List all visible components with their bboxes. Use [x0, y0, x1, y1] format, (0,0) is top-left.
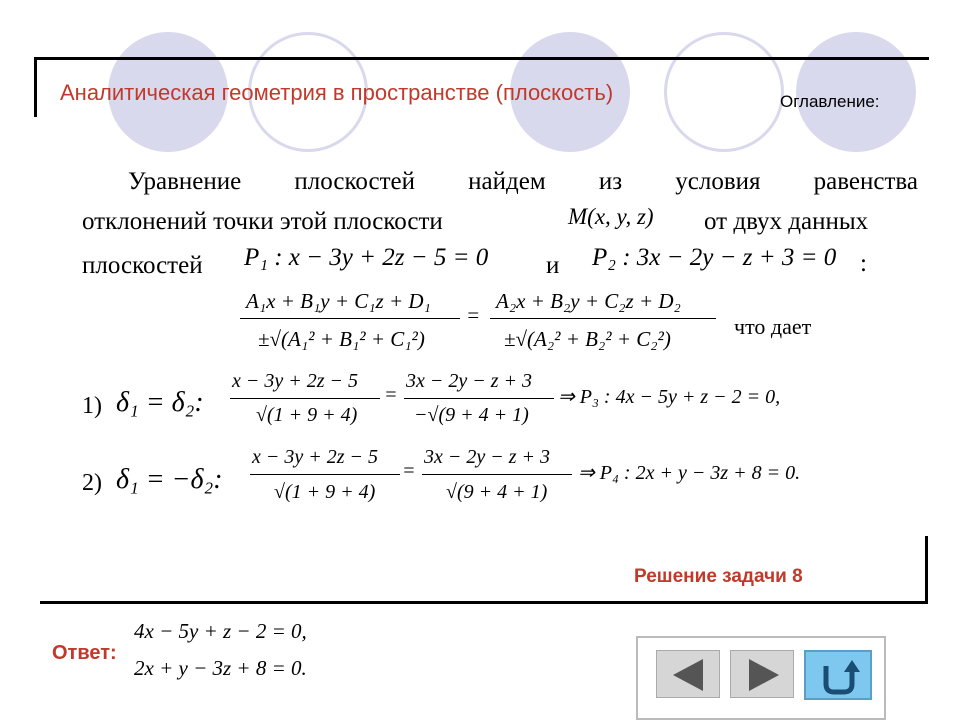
paragraph-line-2-start: отклонений точки этой плоскости	[82, 208, 443, 235]
case-2-left-numerator: x − 3y + 2z − 5	[252, 446, 379, 468]
paragraph-line-2-end: от двух данных	[704, 208, 869, 235]
point-m: M(x, y, z)	[568, 204, 654, 229]
paragraph-line-1: Уравнение плоскостей найдем из условия равенства	[128, 168, 918, 195]
case-1-left-denominator: √(1 + 9 + 4)	[256, 404, 358, 426]
general-left-numerator: A₁x + B₁y + C₁z + D₁	[246, 289, 431, 313]
right-frame-line	[925, 536, 928, 604]
case-1-label: 1)	[82, 393, 102, 419]
paragraph-line-3-start: плоскостей	[82, 252, 203, 279]
prev-button[interactable]	[656, 650, 720, 698]
general-right-fraction-bar	[490, 318, 716, 319]
return-arrow-icon	[806, 652, 870, 698]
case-2-left-denominator: √(1 + 9 + 4)	[274, 481, 376, 503]
case-2-label: 2)	[82, 470, 102, 496]
case-2-equals: =	[402, 460, 416, 482]
answer-label: Ответ:	[52, 642, 117, 664]
line-3-colon: :	[860, 250, 867, 277]
decor-circle-4	[664, 32, 784, 152]
case-2-right-denominator: √(9 + 4 + 1)	[446, 481, 548, 503]
page-title: Аналитическая геометрия в пространстве (плоскость)	[60, 80, 614, 105]
answer-line-2: 2x + y − 3z + 8 = 0.	[134, 656, 307, 680]
case-2-condition: δ₁ = −δ₂:	[116, 464, 223, 495]
and-word: и	[546, 252, 560, 279]
top-frame-line	[34, 57, 929, 60]
general-right-numerator: A₂x + B₂y + C₂z + D₂	[496, 289, 681, 313]
general-left-fraction-bar	[240, 318, 460, 319]
next-button[interactable]	[730, 650, 794, 698]
general-equals: =	[466, 303, 481, 327]
case-1-equals: =	[384, 384, 398, 406]
case-2-left-fraction-bar	[250, 474, 400, 475]
left-arrow-icon	[673, 659, 703, 691]
solution-link[interactable]: Решение задачи 8	[634, 566, 803, 587]
right-arrow-icon	[749, 659, 779, 691]
answer-line-1: 4x − 5y + z − 2 = 0,	[134, 619, 307, 643]
general-right-denominator: ±√(A₂² + B₂² + C₂²)	[504, 327, 671, 351]
plane-p1-equation: P₁ : x − 3y + 2z − 5 = 0	[244, 244, 489, 271]
case-1-left-numerator: x − 3y + 2z − 5	[232, 370, 359, 392]
case-1-condition: δ₁ = δ₂:	[116, 387, 204, 418]
case-1-right-denominator: −√(9 + 4 + 1)	[414, 404, 529, 426]
gives-text: что дает	[734, 314, 812, 339]
left-frame-line	[34, 57, 37, 117]
case-1-right-numerator: 3x − 2y − z + 3	[406, 370, 533, 392]
return-button[interactable]	[804, 650, 872, 700]
case-2-result: ⇒ P₄ : 2x + y − 3z + 8 = 0.	[578, 462, 801, 484]
case-1-right-fraction-bar	[404, 398, 554, 399]
toc-link[interactable]: Оглавление:	[780, 92, 880, 111]
case-1-left-fraction-bar	[230, 398, 380, 399]
general-left-denominator: ±√(A₁² + B₁² + C₁²)	[258, 327, 425, 351]
case-1-result: ⇒ P₃ : 4x − 5y + z − 2 = 0,	[558, 386, 781, 408]
case-2-right-numerator: 3x − 2y − z + 3	[424, 446, 551, 468]
case-2-right-fraction-bar	[422, 474, 572, 475]
bottom-frame-line	[40, 601, 928, 604]
plane-p2-equation: P₂ : 3x − 2y − z + 3 = 0	[592, 244, 837, 271]
